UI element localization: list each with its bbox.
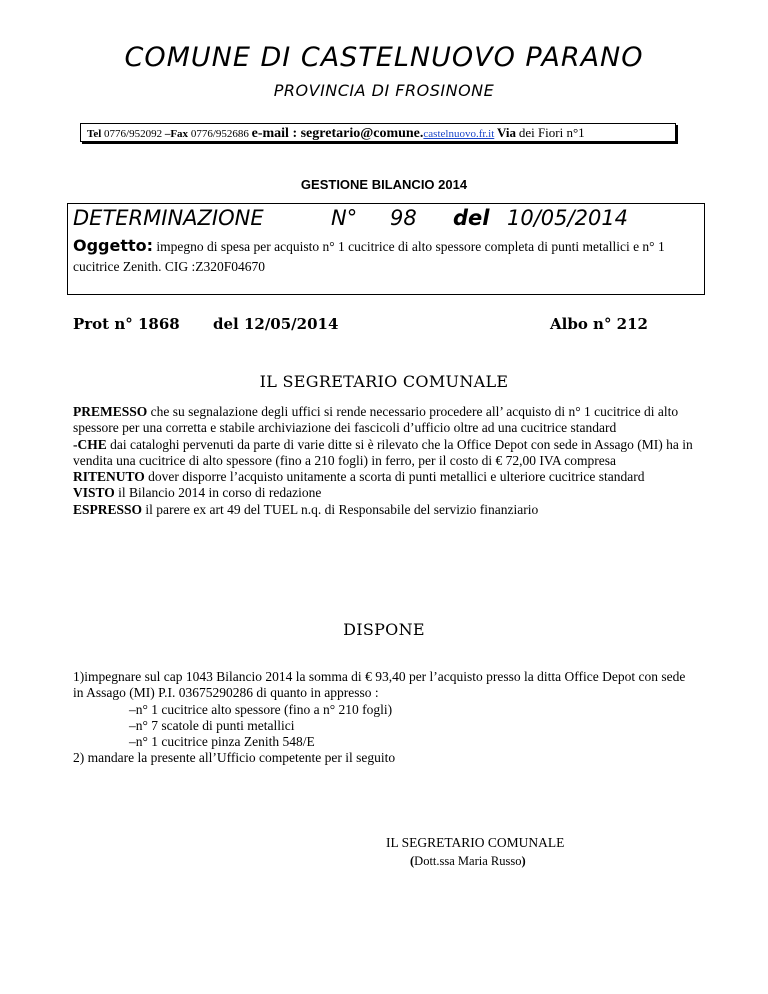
premessa-1-keyword: PREMESSO — [73, 404, 148, 419]
dispone-item-1: –n° 1 cucitrice alto spessore (fino a n° 210 fogli) — [129, 701, 393, 717]
number-label: N° — [331, 206, 358, 230]
albo-number: Albo n° 212 — [550, 315, 648, 333]
dispone-point-2: 2) mandare la presente all’Ufficio competente per il seguito — [73, 750, 396, 766]
via-label: Via — [497, 125, 517, 140]
premessa-5 — [73, 502, 698, 518]
premessa-2 — [73, 437, 698, 470]
premessa-3 — [73, 469, 698, 485]
premesse-block — [73, 404, 698, 518]
premessa-4 — [73, 485, 698, 501]
dispone-block — [73, 669, 698, 767]
dispone-item-2: –n° 7 scatole di punti metallici — [129, 717, 295, 733]
comune-title: COMUNE DI CASTELNUOVO PARANO — [124, 42, 644, 73]
protocol-row — [73, 315, 693, 337]
premessa-3-text: dover disporre l’acquisto unitamente a scorta di punti metallici e ulteriore cucitrice standard — [144, 469, 645, 485]
prot-date: del 12/05/2014 — [213, 315, 339, 333]
prot-number: Prot n° 1868 — [73, 315, 180, 333]
oggetto-label: Oggetto: — [73, 236, 154, 255]
signature-name-text: Dott.ssa Maria Russo — [414, 854, 522, 868]
email-label: e-mail : segretario@comune. — [251, 126, 424, 141]
tel-number: 0776/952092 — [104, 128, 163, 140]
contact-box — [80, 123, 676, 142]
fax-number: 0776/952686 — [190, 128, 249, 140]
determinazione-date: 10/05/2014 — [507, 206, 629, 230]
signature-title: IL SEGRETARIO COMUNALE — [386, 835, 565, 850]
premessa-5-text: il parere ex art 49 del TUEL n.q. di Responsabile del servizio finanziario — [142, 501, 539, 517]
dispone-point-1: 1)impegnare sul cap 1043 Bilancio 2014 la somma di € 93,40 per l’acquisto presso la ditta Office Depot con sede in Assago (MI) P.I. 03675290286 di quanto in appresso : — [73, 669, 686, 701]
premessa-4-text: il Bilancio 2014 in corso di redazione — [114, 485, 322, 501]
oggetto-text: impegno di spesa per acquisto n° 1 cucitrice di alto spessore completa di punti metallici e n° 1 cucitrice Zenith. CIG :Z320F04670 — [73, 239, 665, 274]
provincia-subtitle: PROVINCIA DI FROSINONE — [273, 81, 495, 100]
dispone-heading: DISPONE — [343, 620, 425, 639]
dispone-item-3: –n° 1 cucitrice pinza Zenith 548/E — [129, 734, 315, 750]
fax-label: –Fax — [164, 128, 189, 140]
segretario-heading: IL SEGRETARIO COMUNALE — [259, 372, 509, 391]
determinazione-line — [73, 206, 629, 230]
premessa-2-keyword: -CHE — [73, 436, 107, 452]
premessa-1-text: che su segnalazione degli uffici si rende necessario procedere all’ acquisto di n° 1 cucitrice di alto spessore per una corretta e stabile archiviazione dei fascicoli d’ufficio oltre ad una cucitrice standard — [73, 404, 679, 436]
oggetto — [73, 236, 693, 277]
email-domain-link[interactable]: castelnuovo.fr.it — [423, 128, 495, 140]
signature-name — [410, 854, 526, 869]
determinazione-number: 98 — [390, 206, 417, 230]
del-label: del — [453, 206, 490, 230]
premessa-3-keyword: RITENUTO — [73, 469, 145, 485]
signature-paren-close: ) — [521, 854, 526, 868]
section-title: GESTIONE BILANCIO 2014 — [300, 177, 468, 192]
premessa-1 — [73, 404, 698, 437]
premessa-5-keyword: ESPRESSO — [73, 501, 143, 517]
premessa-2-text: dai cataloghi pervenuti da parte di varie ditte si è rilevato che la Office Depot con sede in Assago (MI) ha in vendita una cucitrice di alto spessore (fino a 210 fogli) in ferro, per il costo di € 72,00 IVA compresa — [73, 436, 693, 468]
premessa-4-keyword: VISTO — [73, 485, 115, 501]
signature-paren-open: ( — [410, 854, 415, 868]
tel-label: Tel — [87, 128, 102, 140]
determinazione-label: DETERMINAZIONE — [73, 206, 264, 230]
address: dei Fiori n°1 — [518, 125, 585, 140]
